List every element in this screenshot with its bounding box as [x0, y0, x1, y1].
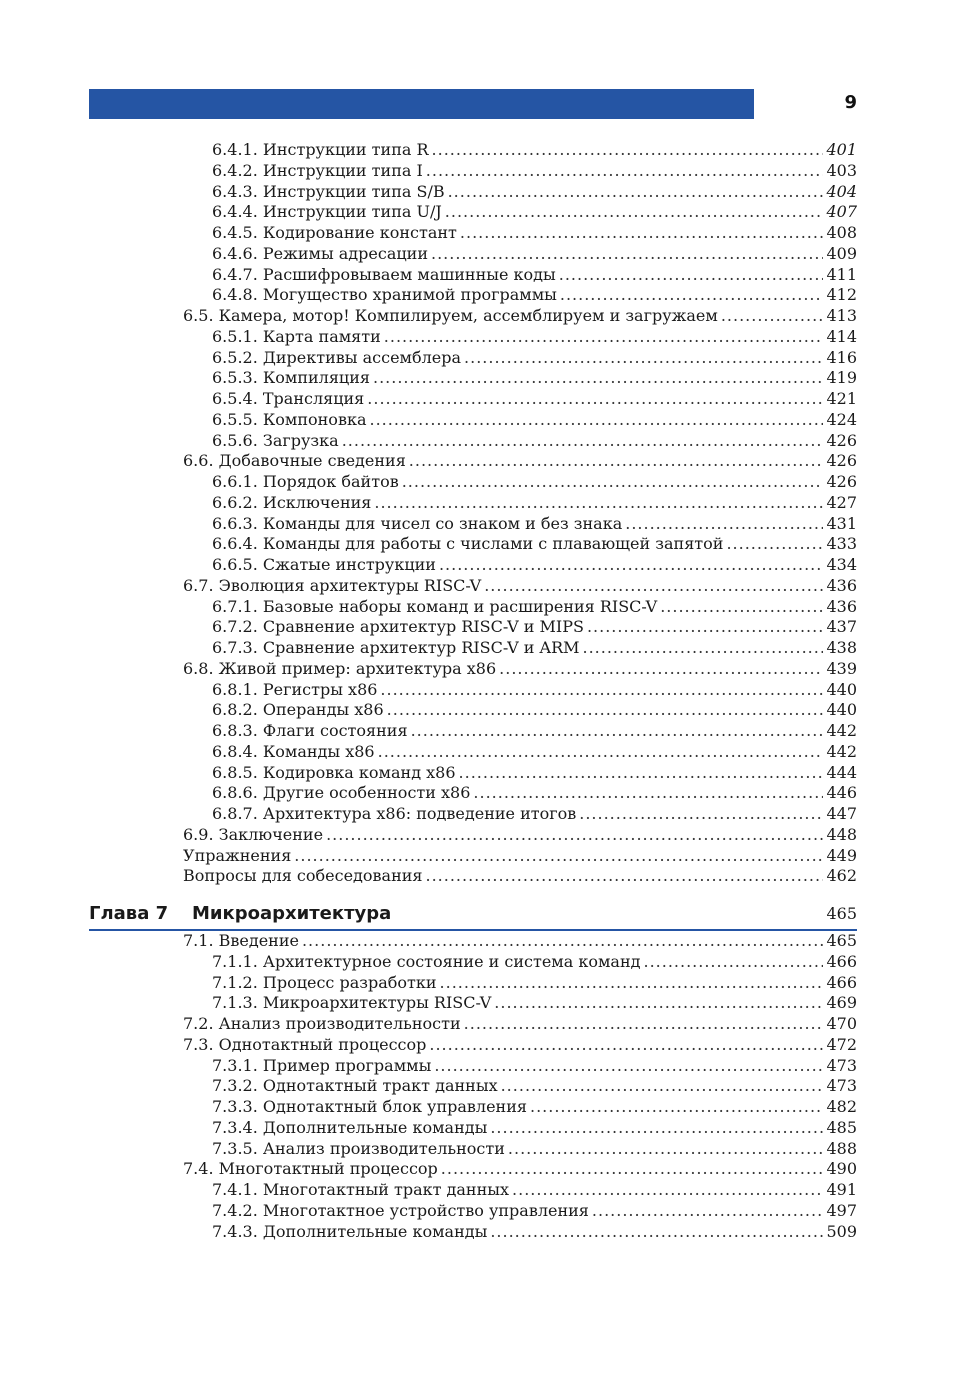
dot-leader	[380, 680, 823, 696]
toc-entry-page: 490	[826, 1159, 857, 1179]
dot-leader	[431, 244, 823, 260]
toc-entry-page: 442	[826, 721, 857, 740]
toc-entry-label: 6.6.4. Команды для работы с числами с плавающей запятой	[212, 534, 724, 554]
toc-entry-label: 6.6.5. Сжатые инструкции	[212, 555, 436, 574]
toc-entry-page: 473	[826, 1076, 857, 1096]
toc-entry[interactable]	[212, 348, 857, 369]
toc-entry[interactable]	[212, 368, 857, 389]
toc-entry[interactable]	[212, 1201, 857, 1222]
toc-entry-label: 7.1.1. Архитектурное состояние и система команд	[212, 951, 641, 971]
toc-entry-label: 7.3. Однотактный процессор	[183, 1034, 427, 1054]
toc-entry[interactable]	[212, 742, 857, 763]
dot-leader	[294, 846, 823, 862]
chapter-title: Микроархитектура	[192, 903, 392, 924]
toc-entry[interactable]	[212, 431, 857, 452]
toc-entry-page: 426	[826, 430, 857, 450]
toc-entry-page: 472	[826, 1034, 857, 1054]
toc-entry[interactable]	[183, 1014, 857, 1035]
toc-entry[interactable]	[212, 202, 857, 223]
dot-leader	[726, 534, 823, 550]
toc-entry-page: 413	[826, 306, 857, 325]
toc-entry-page: 497	[826, 1200, 857, 1220]
toc-entry[interactable]	[212, 327, 857, 348]
toc-entry-page: 482	[826, 1097, 857, 1116]
dot-leader	[367, 389, 823, 405]
toc-entry-label: 7.4. Многотактный процессор	[183, 1159, 438, 1179]
toc-entry-label: 6.6.1. Порядок байтов	[212, 472, 399, 491]
dot-leader	[459, 763, 824, 779]
toc-entry-label: 6.4.1. Инструкции типа R	[212, 140, 429, 159]
toc-entry-label: 6.8.5. Кодировка команд x86	[212, 762, 456, 782]
toc-entry-label: 7.1. Введение	[183, 931, 299, 950]
toc-entry-label: 6.6. Добавочные сведения	[183, 451, 406, 471]
dot-leader	[464, 348, 823, 364]
dot-leader	[490, 1118, 823, 1134]
dot-leader	[512, 1180, 823, 1196]
dot-leader	[460, 223, 824, 239]
toc-entry-label: Вопросы для собеседования	[183, 866, 423, 886]
toc-entry-page: 404	[826, 181, 857, 201]
dot-leader	[473, 783, 823, 799]
dot-leader	[429, 1035, 823, 1051]
dot-leader	[440, 973, 824, 989]
toc-entry-label: 6.4.4. Инструкции типа U/J	[212, 202, 442, 222]
toc-entry-label: 6.8.3. Флаги состояния	[212, 721, 408, 740]
toc-entry-page: 437	[826, 617, 857, 637]
toc-entry-label: 7.4.3. Дополнительные команды	[212, 1221, 488, 1241]
toc-entry[interactable]	[212, 804, 857, 825]
toc-entry[interactable]	[212, 1056, 857, 1077]
toc-entry[interactable]	[212, 223, 857, 244]
toc-entry[interactable]	[212, 680, 857, 701]
toc-entry-label: 6.4.5. Кодирование констант	[212, 223, 457, 242]
toc-entry[interactable]	[212, 597, 857, 618]
dot-leader	[560, 285, 824, 301]
dot-leader	[378, 742, 824, 758]
toc-entry[interactable]	[212, 514, 857, 535]
toc-entry[interactable]	[212, 1097, 857, 1118]
dot-leader	[369, 410, 823, 426]
toc-entry-label: 6.4.7. Расшифровываем машинные коды	[212, 264, 556, 284]
toc-entry-label: 6.5.6. Загрузка	[212, 430, 339, 450]
toc-entry[interactable]	[212, 993, 857, 1014]
toc-entry-page: 466	[826, 951, 857, 971]
dot-leader	[499, 659, 823, 675]
toc-entry-page: 438	[826, 638, 857, 657]
toc-entry-label: 6.5.5. Компоновка	[212, 409, 367, 429]
toc-entry-page: 434	[826, 555, 857, 574]
dot-leader	[625, 514, 823, 530]
toc-entry[interactable]	[212, 783, 857, 804]
dot-leader	[342, 431, 824, 447]
toc-entry[interactable]	[212, 493, 857, 514]
chapter-number: Глава 7	[89, 903, 169, 924]
toc-entry-page: 469	[826, 993, 857, 1013]
toc-entry-label: 7.1.3. Микроархитектуры RISC-V	[212, 993, 492, 1013]
toc-entry-page: 491	[826, 1180, 857, 1199]
toc-entry-page: 436	[826, 575, 857, 595]
dot-leader	[660, 597, 823, 613]
toc-entry[interactable]	[183, 576, 857, 597]
toc-entry[interactable]	[212, 1222, 857, 1243]
toc-entry-page: 509	[826, 1221, 857, 1241]
toc-entry[interactable]	[183, 866, 857, 887]
toc-entry-page: 485	[826, 1117, 857, 1137]
toc-entry-page: 488	[826, 1138, 857, 1158]
toc-entry-page: 439	[826, 658, 857, 678]
toc-entry-page: 407	[826, 202, 857, 222]
toc-entry-page: 411	[826, 264, 857, 284]
toc-entry-page: 448	[826, 824, 857, 844]
toc-entry-label: 7.4.2. Многотактное устройство управления	[212, 1200, 589, 1220]
toc-entry-page: 436	[826, 596, 857, 616]
toc-entry-page: 401	[826, 140, 857, 159]
dot-leader	[384, 327, 824, 343]
toc-entry-label: 7.4.1. Многотактный тракт данных	[212, 1180, 510, 1199]
dot-leader	[425, 866, 823, 882]
dot-leader	[484, 576, 823, 592]
toc-entry[interactable]	[212, 265, 857, 286]
toc-entry-label: 7.3.5. Анализ производительности	[212, 1138, 505, 1158]
toc-entry[interactable]	[212, 410, 857, 431]
toc-entry-page: 424	[826, 409, 857, 429]
dot-leader	[494, 993, 823, 1009]
dot-leader	[508, 1139, 824, 1155]
toc-entry-label: 6.8.7. Архитектура x86: подведение итогов	[212, 804, 577, 823]
toc-entry-page: 449	[826, 845, 857, 865]
toc-entry-label: 7.1.2. Процесс разработки	[212, 972, 437, 992]
dot-leader	[501, 1076, 824, 1092]
toc-entry[interactable]	[212, 973, 857, 994]
toc-entry[interactable]	[212, 182, 857, 203]
toc-entry-page: 442	[826, 741, 857, 761]
toc-entry-page: 470	[826, 1014, 857, 1033]
dot-leader	[583, 638, 824, 654]
toc-entry-page: 426	[826, 472, 857, 491]
toc-entry-page: 408	[826, 223, 857, 242]
dot-leader	[426, 161, 824, 177]
toc-entry[interactable]	[212, 1118, 857, 1139]
toc-entry-page: 440	[826, 679, 857, 699]
toc-entry-label: 6.4.2. Инструкции типа I	[212, 160, 423, 180]
dot-leader	[441, 1159, 824, 1175]
toc-entry-label: 6.8.2. Операнды x86	[212, 700, 384, 720]
toc-entry-page: 419	[826, 368, 857, 388]
toc-entry-label: 6.7.1. Базовые наборы команд и расширения RISC-V	[212, 596, 658, 616]
toc-entry-label: 7.3.1. Пример программы	[212, 1055, 432, 1075]
toc-entry-label: 6.8.4. Команды x86	[212, 741, 375, 761]
dot-leader	[439, 555, 824, 571]
toc-entry-label: 6.5.4. Трансляция	[212, 389, 365, 408]
toc-entry[interactable]	[212, 763, 857, 784]
dot-leader	[409, 451, 824, 467]
toc-entry[interactable]	[183, 1035, 857, 1056]
toc-entry[interactable]	[212, 472, 857, 493]
toc-entry[interactable]	[212, 638, 857, 659]
toc-entry[interactable]	[183, 659, 857, 680]
dot-leader	[464, 1014, 824, 1030]
toc-entry-page: 440	[826, 700, 857, 720]
toc-entry-label: 7.3.4. Дополнительные команды	[212, 1117, 488, 1137]
toc-entry-label: 6.5.1. Карта памяти	[212, 326, 381, 346]
toc-entry[interactable]	[212, 1180, 857, 1201]
toc-entry-page: 431	[826, 513, 857, 533]
toc-entry-page: 416	[826, 347, 857, 367]
toc-entry-label: 6.6.2. Исключения	[212, 492, 372, 512]
toc-entry-page: 412	[826, 285, 857, 305]
toc-entry[interactable]	[212, 1139, 857, 1160]
toc-entry-label: 7.2. Анализ производительности	[183, 1014, 461, 1033]
toc-entry-page: 465	[826, 931, 857, 950]
toc-entry-page: 444	[826, 762, 857, 782]
toc-entry[interactable]	[183, 846, 857, 867]
toc-entry[interactable]	[183, 451, 857, 472]
toc-entry-page: 462	[826, 866, 857, 886]
toc-entry[interactable]	[183, 306, 857, 327]
dot-leader	[374, 493, 823, 509]
dot-leader	[587, 617, 824, 633]
toc-entry-label: 7.3.3. Однотактный блок управления	[212, 1097, 527, 1116]
toc-entry[interactable]	[212, 140, 857, 161]
toc-entry-page: 409	[826, 243, 857, 263]
toc-entry-label: 6.6.3. Команды для чисел со знаком и без знака	[212, 513, 623, 533]
toc-entry-label: Упражнения	[183, 845, 292, 865]
toc-entry-label: 6.7.3. Сравнение архитектур RISC-V и ARM	[212, 638, 580, 657]
toc-entry[interactable]	[183, 825, 857, 846]
toc-entry[interactable]	[212, 721, 857, 742]
toc-entry-page: 447	[826, 804, 857, 823]
toc-entry-label: 6.4.6. Режимы адресации	[212, 243, 428, 263]
dot-leader	[432, 140, 824, 156]
dot-leader	[592, 1201, 824, 1217]
toc-entry-label: 6.7. Эволюция архитектуры RISC-V	[183, 575, 482, 595]
toc-entry[interactable]	[212, 244, 857, 265]
dot-leader	[579, 804, 823, 820]
toc-entry-page: 403	[826, 160, 857, 180]
dot-leader	[559, 265, 824, 281]
toc-entry[interactable]	[212, 700, 857, 721]
dot-leader	[373, 368, 823, 384]
dot-leader	[490, 1222, 823, 1238]
toc-entry-page: 421	[826, 389, 857, 408]
toc-entry[interactable]	[212, 952, 857, 973]
toc-entry[interactable]	[212, 389, 857, 410]
dot-leader	[434, 1056, 823, 1072]
toc-entry-label: 6.4.8. Могущество хранимой программы	[212, 285, 557, 305]
toc-entry-page: 473	[826, 1055, 857, 1075]
dot-leader	[326, 825, 823, 841]
toc-entry[interactable]	[212, 555, 857, 576]
dot-leader	[387, 700, 824, 716]
header-bar	[89, 89, 754, 119]
toc-entry[interactable]	[212, 617, 857, 638]
toc-entry-label: 6.8.6. Другие особенности x86	[212, 783, 471, 803]
dot-leader	[411, 721, 824, 737]
toc-entry-page: 446	[826, 783, 857, 803]
toc-entry[interactable]	[212, 285, 857, 306]
page-number: 9	[844, 92, 857, 113]
dot-leader	[448, 182, 824, 198]
toc-entry-page: 426	[826, 451, 857, 471]
dot-leader	[530, 1097, 823, 1113]
dot-leader	[302, 931, 823, 947]
toc-entry[interactable]	[212, 1076, 857, 1097]
toc-entry-label: 6.5.2. Директивы ассемблера	[212, 347, 462, 367]
dot-leader	[721, 306, 824, 322]
toc-entry[interactable]	[183, 1159, 857, 1180]
toc-entry-label: 6.5. Камера, мотор! Компилируем, ассемблируем и загружаем	[183, 306, 718, 325]
chapter-page-number: 465	[826, 904, 857, 923]
toc-entry[interactable]	[212, 161, 857, 182]
chapter-heading[interactable]	[89, 899, 857, 929]
toc-entry-page: 427	[826, 492, 857, 512]
toc-entry-label: 6.4.3. Инструкции типа S/B	[212, 181, 445, 201]
toc-entry-label: 6.9. Заключение	[183, 824, 324, 844]
toc-entry-page: 466	[826, 972, 857, 992]
toc-entry-page: 433	[826, 534, 857, 554]
dot-leader	[445, 202, 824, 218]
toc-entry[interactable]	[212, 534, 857, 555]
toc-entry-label: 6.8. Живой пример: архитектура x86	[183, 658, 497, 678]
toc-entry[interactable]	[183, 931, 857, 952]
dot-leader	[402, 472, 824, 488]
toc-entry-label: 6.8.1. Регистры x86	[212, 679, 378, 699]
toc-entry-page: 414	[826, 326, 857, 346]
toc-entry-label: 6.5.3. Компиляция	[212, 368, 370, 388]
toc-entry-label: 6.7.2. Сравнение архитектур RISC-V и MIPS	[212, 617, 584, 637]
toc-entry-label: 7.3.2. Однотактный тракт данных	[212, 1076, 498, 1096]
dot-leader	[643, 952, 823, 968]
